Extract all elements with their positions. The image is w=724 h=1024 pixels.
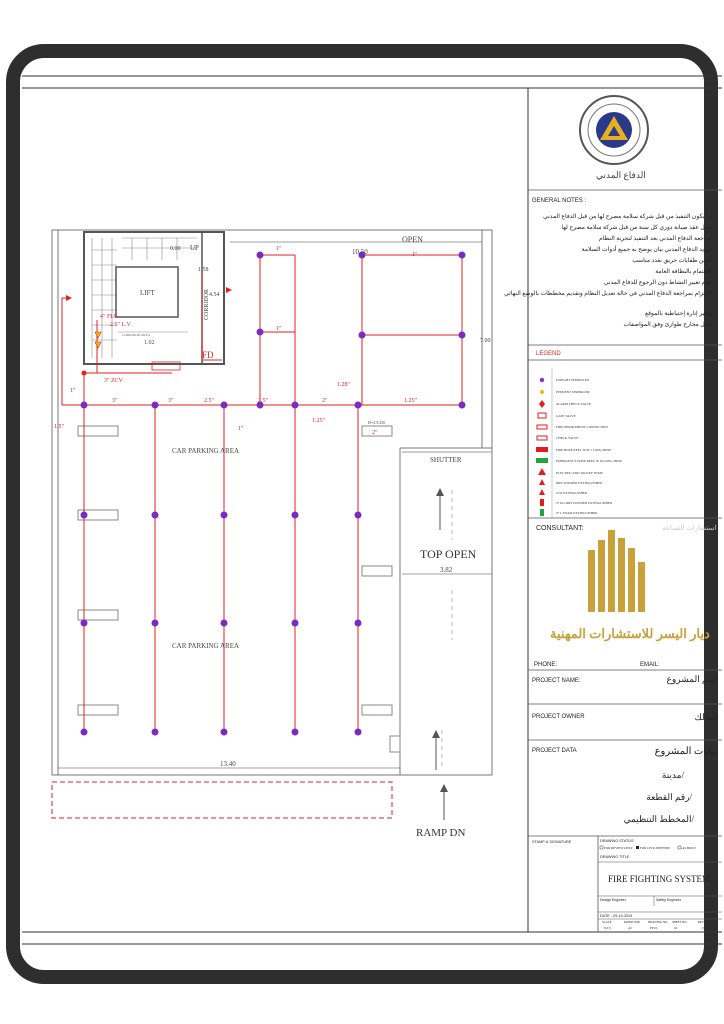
table-header: REV (698, 920, 704, 924)
svg-text:EMERGENCY HOSE REEL 30 M LONG: EMERGENCY HOSE REEL 30 M LONG HOSE (556, 459, 623, 463)
table-header: SHEET NO (672, 920, 687, 924)
label-open: OPEN (402, 235, 423, 244)
safety-engineer-label: Safety Engineer (656, 898, 681, 902)
note-item: الاهتمام بالنظافة العامة (655, 269, 712, 275)
pipe-label-2-b: 2" (372, 430, 378, 436)
pipe-label-125-b: 1.25" (312, 418, 325, 424)
pipe-label-2-a: 2" (322, 398, 328, 404)
pipe-label-25-b: 2.5" (258, 398, 268, 404)
project-data-title: بيانات المشروع (654, 746, 718, 757)
drawing-date: DATE : 29-10-2024 (600, 914, 633, 918)
label-car-parking-2: CAR PARKING AREA (172, 642, 240, 650)
legend-item (540, 509, 598, 516)
civil-defense-emblem (580, 96, 648, 181)
label-slv: 2.5" L.V (110, 322, 131, 328)
project-data-line: رقم القطعة/ (646, 792, 692, 802)
pipe-label-3-a: 3" (112, 398, 118, 404)
table-header: PAPER SIZE (624, 920, 641, 924)
dim-d2: D=2.5/250 (368, 420, 386, 425)
dim-bottom-width: 13.40 (220, 760, 236, 768)
consultant-firm-name: ديار اليسر للاستشارات المهنية (550, 626, 710, 641)
table-header: DRAWING NO (648, 920, 668, 924)
svg-text:27 KG DRY POWDER EXTINGUISHER: 27 KG DRY POWDER EXTINGUISHER (556, 501, 613, 505)
pipe-label-125-a: 1.25" (404, 398, 417, 404)
svg-text:CO2 EXTINGUISHER: CO2 EXTINGUISHER (556, 491, 588, 495)
dim-top-width: 10.50 (352, 248, 368, 256)
consultant-watermark: استشارات الصناعة (662, 524, 717, 532)
label-car-parking-1: CAR PARKING AREA (172, 447, 240, 455)
dim-right-gap: 3.82 (440, 566, 453, 574)
pipe-label-1-d: 1" (238, 426, 244, 432)
table-cell: 0 (702, 926, 704, 930)
pipe-label-128: 1.28" (337, 382, 350, 388)
note-item: عدم تغيير النشاط دون الرجوع للدفاع المدني (603, 280, 712, 286)
legend-item (536, 458, 622, 463)
label-lift: LIFT (140, 289, 155, 297)
pipe-label-3-b: 3" (168, 398, 174, 404)
pipe-label-1-e: 1" (70, 388, 76, 394)
svg-text:FIRE DEPARTMENT CONNECTION: FIRE DEPARTMENT CONNECTION (556, 425, 608, 429)
pipe-label-1-c: 1" (412, 252, 418, 258)
legend-item (539, 489, 588, 495)
pipe-label-1-b: 1" (276, 326, 282, 332)
legend-item (536, 447, 611, 452)
table-cell: F.F.01 (650, 926, 658, 930)
note-item: توفير إنارة إحتياطية بالموقع (644, 311, 712, 317)
stamp-label: STAMP & SIGNATURE (532, 840, 572, 844)
project-name-label: PROJECT NAME: (532, 678, 581, 684)
legend-title: LEGEND (536, 351, 561, 357)
status-option-civil-defense: FOR CIVIL DEFENSE (640, 846, 671, 850)
dim-454: 4.54 (209, 292, 220, 298)
legend-item (540, 499, 613, 506)
label-shutter: SHUTTER (430, 456, 462, 464)
general-notes-title: GENERAL NOTES : (532, 198, 587, 204)
legend-item (540, 378, 590, 382)
dim-102: 1.02 (144, 340, 155, 346)
note-item: أن يكون التنفيذ من قبل شركة سلامة مصرح لها من قبل الدفاع المدني (543, 214, 712, 220)
project-owner-value: المالك (694, 712, 718, 722)
note-item: تزويد الدفاع المدني بيان يوضح به جميع أدوات السلامة (581, 247, 712, 253)
pipe-label-25-a: 2.5" (204, 398, 214, 404)
title-block-table (602, 920, 705, 930)
floor-plan (52, 230, 492, 839)
table-cell: 02 (674, 926, 677, 930)
label-corridor-small: CORRIDOR AREA (122, 333, 151, 337)
svg-text:27 L FOAM EXTINGUISHER: 27 L FOAM EXTINGUISHER (556, 511, 598, 515)
title-block (504, 96, 722, 932)
drawing-sheet (22, 70, 722, 950)
drawing-title-label: DRAWING TITLE (600, 855, 630, 859)
dim-700: 7.00 (480, 338, 491, 344)
table-cell: A3 (628, 926, 632, 930)
svg-text:GATE VALVE: GATE VALVE (556, 414, 576, 418)
status-option-review: FOR REVIEW ONLY (604, 846, 633, 850)
project-data-line: مدينة/ (661, 770, 684, 780)
svg-text:PENDENT SPRINKLER: PENDENT SPRINKLER (556, 390, 590, 394)
pipe-label-15: 1.5" (54, 424, 64, 430)
legend-item (537, 425, 608, 429)
general-notes-list (504, 211, 712, 328)
note-item: مراجعة الدفاع المدني بعد التنفيذ لتجربة النظام (598, 236, 712, 242)
email-label: EMAIL: (640, 662, 660, 668)
note-item: عمل عقد صيانة دوري كل سنة من قبل شركة سلامة مصرح لها (561, 225, 712, 231)
dim-158: 1.58 (198, 267, 209, 273)
legend-item (538, 413, 576, 418)
label-up: UP (190, 244, 199, 252)
svg-text:DRY POWDER EXTINGUISHER: DRY POWDER EXTINGUISHER (556, 481, 603, 485)
phone-label: PHONE: (534, 662, 558, 668)
legend-item (537, 436, 578, 440)
project-owner-label: PROJECT OWNER (532, 714, 585, 720)
drawing-title-value: FIRE FIGHTING SYSTEM (608, 874, 711, 884)
label-top-open: TOP OPEN (420, 547, 477, 561)
design-engineer-label: Design Engineer (600, 898, 626, 902)
svg-text:CHECK VALVE: CHECK VALVE (556, 436, 579, 440)
note-item: عمل مخارج طوارئ وفق المواصفات (623, 322, 712, 328)
note-item: تأمين طفايات حريق بعدد مناسب (632, 258, 712, 264)
legend-list (536, 378, 622, 516)
table-cell: N.T.S (604, 926, 611, 930)
legend-item (539, 400, 591, 408)
svg-text:ALARM CHECK VALVE: ALARM CHECK VALVE (556, 402, 592, 406)
note-item: الالتزام بمراجعة الدفاع المدني في حالة تعديل النظام وتقديم مخططات بالوضع النهائي (504, 291, 712, 297)
project-name-value: اسم المشروع (666, 674, 718, 684)
project-data-label: PROJECT DATA (532, 748, 577, 754)
table-header: SCALE (602, 920, 612, 924)
consultant-logo (588, 530, 645, 612)
label-ramp-dn: RAMP DN (416, 827, 466, 839)
svg-text:FIRE HOSE REEL 30 M 1 LONG HOS: FIRE HOSE REEL 30 M 1 LONG HOSE (556, 448, 612, 452)
label-fd: FD (202, 350, 214, 360)
label-zcv: 3" ZCV (104, 378, 123, 384)
legend-item (540, 390, 591, 394)
legend-item (539, 479, 603, 485)
svg-text:UPRIGHT SPRINKLER: UPRIGHT SPRINKLER (556, 378, 590, 382)
dim-000: 0.00 (170, 246, 181, 252)
svg-text:الدفاع المدني: الدفاع المدني (596, 170, 646, 180)
label-fia: 4" FIA (100, 314, 117, 320)
legend-item (538, 468, 603, 475)
consultant-label: CONSULTANT: (536, 525, 584, 532)
project-data-line: المخطط التنظيمي/ (623, 814, 694, 824)
svg-text:ELECTRIC AND JOCKEY PUMP: ELECTRIC AND JOCKEY PUMP (556, 471, 603, 475)
status-option-as-built: AS BUILT (682, 846, 696, 850)
drawing-status-label: DRAWING STATUS (600, 839, 634, 843)
label-corridor: CORRIDOR (204, 288, 210, 320)
pipe-label-1-a: 1" (276, 246, 282, 252)
